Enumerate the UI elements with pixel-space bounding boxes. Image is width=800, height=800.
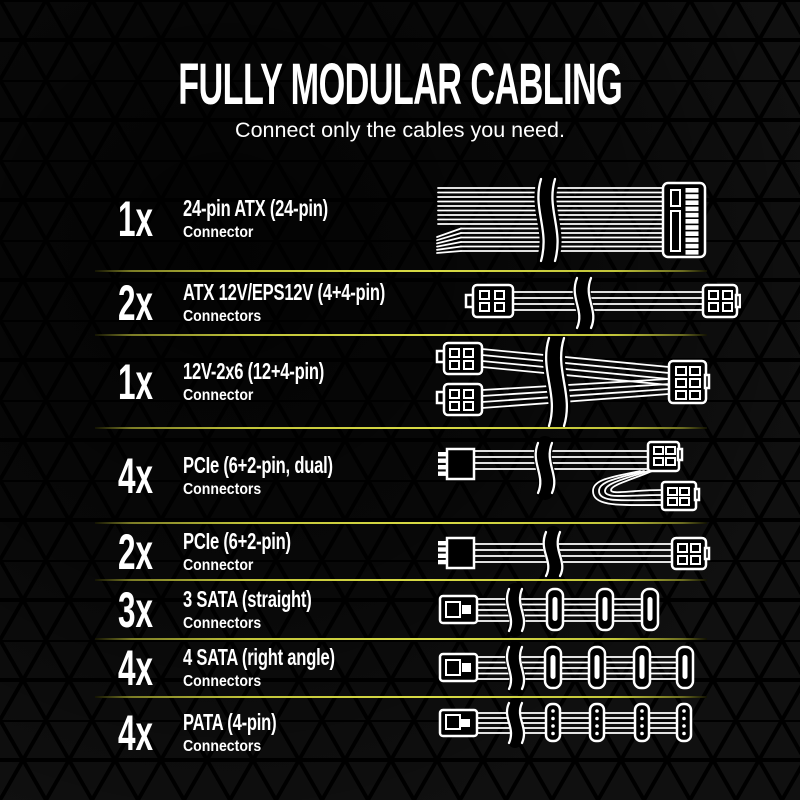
eps12v-cable-icon: [464, 272, 741, 334]
connector-count-label: Connectors: [183, 673, 262, 690]
cable-row-eps12v: [0, 272, 800, 334]
cable-labels: [183, 585, 435, 632]
connector-count-label: Connector: [183, 556, 254, 574]
sata-straight-cable-icon: [435, 581, 712, 638]
quantity-label: 2x: [118, 275, 154, 331]
cable-name: 3 SATA (straight): [183, 585, 312, 612]
connector-count-label: Connectors: [183, 480, 262, 498]
12v-2x6-cable-icon: [435, 336, 712, 427]
pata-cable-icon: [435, 698, 712, 767]
pcie-cable-icon: [435, 524, 712, 579]
connector-count-label: Connector: [183, 386, 254, 404]
page-header: [0, 52, 800, 144]
connector-count-label: Connectors: [183, 737, 262, 755]
cable-row-pata: [0, 698, 800, 767]
quantity-label: 1x: [118, 353, 154, 410]
cable-name: PCIe (6+2-pin): [183, 527, 291, 554]
cable-name: PCIe (6+2-pin, dual): [183, 451, 333, 478]
quantity-label: 3x: [118, 581, 154, 638]
cable-labels: [183, 708, 435, 755]
quantity-label: 4x: [118, 704, 154, 761]
cable-list: [0, 167, 800, 767]
cable-name: 24-pin ATX (24-pin): [183, 194, 328, 221]
cable-name: 12V-2x6 (12+4-pin): [183, 357, 325, 384]
atx-24pin-cable-icon: [435, 167, 712, 270]
sata-right-angle-cable-icon: [435, 640, 712, 696]
cable-labels: [183, 194, 435, 241]
cable-name: PATA (4-pin): [183, 708, 277, 735]
quantity-label: 1x: [118, 190, 154, 247]
cable-labels: [183, 451, 435, 498]
cable-row-24pin-atx: [0, 167, 800, 270]
connector-count-label: Connectors: [183, 308, 262, 325]
cable-row-pcie: [0, 524, 800, 579]
cable-name: ATX 12V/EPS12V (4+4-pin): [183, 279, 386, 305]
quantity-label: 4x: [118, 447, 154, 504]
connector-count-label: Connectors: [183, 614, 262, 632]
cable-labels: [183, 357, 435, 404]
page-subtitle: Connect only the cables you need.: [235, 118, 565, 142]
cable-row-12v2x6: [0, 336, 800, 427]
page-title: FULLY MODULAR CABLING: [178, 52, 622, 117]
cable-row-pcie-dual: [0, 429, 800, 522]
pcie-dual-cable-icon: [435, 429, 712, 522]
quantity-label: 4x: [118, 640, 154, 696]
cable-labels: [183, 527, 435, 574]
connector-count-label: Connector: [183, 223, 254, 241]
cable-name: 4 SATA (right angle): [183, 644, 335, 670]
cable-labels: [183, 281, 464, 325]
cable-labels: [183, 646, 435, 690]
cable-row-sata-right-angle: [0, 640, 800, 696]
quantity-label: 2x: [118, 523, 154, 580]
cable-row-sata-straight: [0, 581, 800, 638]
